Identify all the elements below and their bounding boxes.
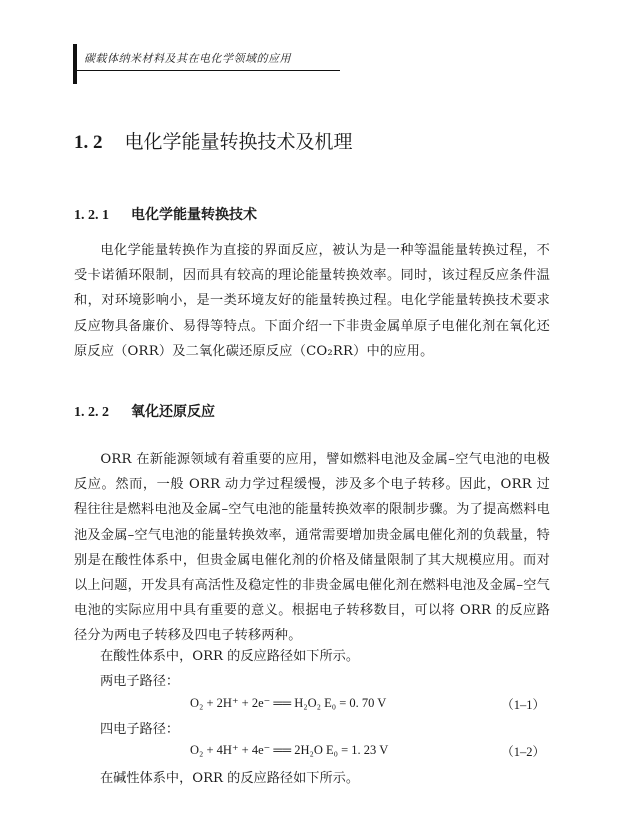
subsection-heading-1	[74, 204, 257, 224]
subsection-number-1: 1. 2. 1	[74, 208, 109, 223]
header-rule	[77, 70, 340, 71]
subsection-title-2: 氧化还原反应	[131, 403, 215, 419]
equation-2: O₂ + 4H⁺ + 4e⁻ ══ 2H₂O E₀ = 1. 23 V	[190, 743, 389, 757]
four-electron-label: 四电子路径：	[100, 722, 180, 737]
paragraph-energy-conversion: 电化学能量转换作为直接的界面反应，被认为是一种等温能量转换过程，不受卡诺循环限制，因而具有较高的理论能量转换效率。同时，该过程反应条件温和，对环境影响小，是一类环境友好的能量转换过程。电化学能量转换技术要求反应物具备廉价、易得等特点。下面介绍一下非贵金属单原子电催化剂在氧化还原反应（ORR）及二氧化碳还原反应（CO₂RR）中的应用。	[74, 243, 550, 359]
equation-1: O₂ + 2H⁺ + 2e⁻ ══ H₂O₂ E₀ = 0. 70 V	[190, 696, 387, 710]
running-header: 碳载体纳米材料及其在电化学领域的应用	[84, 52, 291, 65]
alkaline-intro: 在碱性体系中，ORR 的反应路径如下所示。	[100, 771, 360, 786]
subsection-number-2: 1. 2. 2	[74, 405, 109, 420]
acidic-intro: 在酸性体系中，ORR 的反应路径如下所示。	[100, 649, 360, 664]
subsection-heading-2	[74, 401, 215, 421]
equation-1-number: （1–1）	[501, 698, 545, 712]
section-title: 电化学能量转换技术及机理	[124, 131, 353, 153]
subsection-title-1: 电化学能量转换技术	[131, 206, 257, 222]
section-number: 1. 2	[74, 132, 103, 153]
section-heading	[74, 127, 353, 154]
header-bar	[73, 44, 77, 84]
two-electron-label: 两电子路径：	[100, 674, 180, 689]
paragraph-orr: ORR 在新能源领域有着重要的应用，譬如燃料电池及金属–空气电池的电极反应。然而，一般 ORR 动力学过程缓慢，涉及多个电子转移。因此，ORR 过程往往是燃料电池及金属–空气电池的能量转换效率的限制步骤。为了提高燃料电池及金属–空气电池的能量转换效率，通常需要增加贵金属电催化剂的负载量，特别是在酸性体系中，但贵金属电催化剂的价格及储量限制了其大规模应用。而对以上问题，开发具有高活性及稳定性的非贵金属电催化剂在燃料电池及金属–空气电池的实际应用中具有重要的意义。根据电子转移数目，可以将 ORR 的反应路径分为两电子转移及四电子转移两种。	[74, 452, 550, 644]
equation-2-number: （1–2）	[501, 745, 545, 759]
